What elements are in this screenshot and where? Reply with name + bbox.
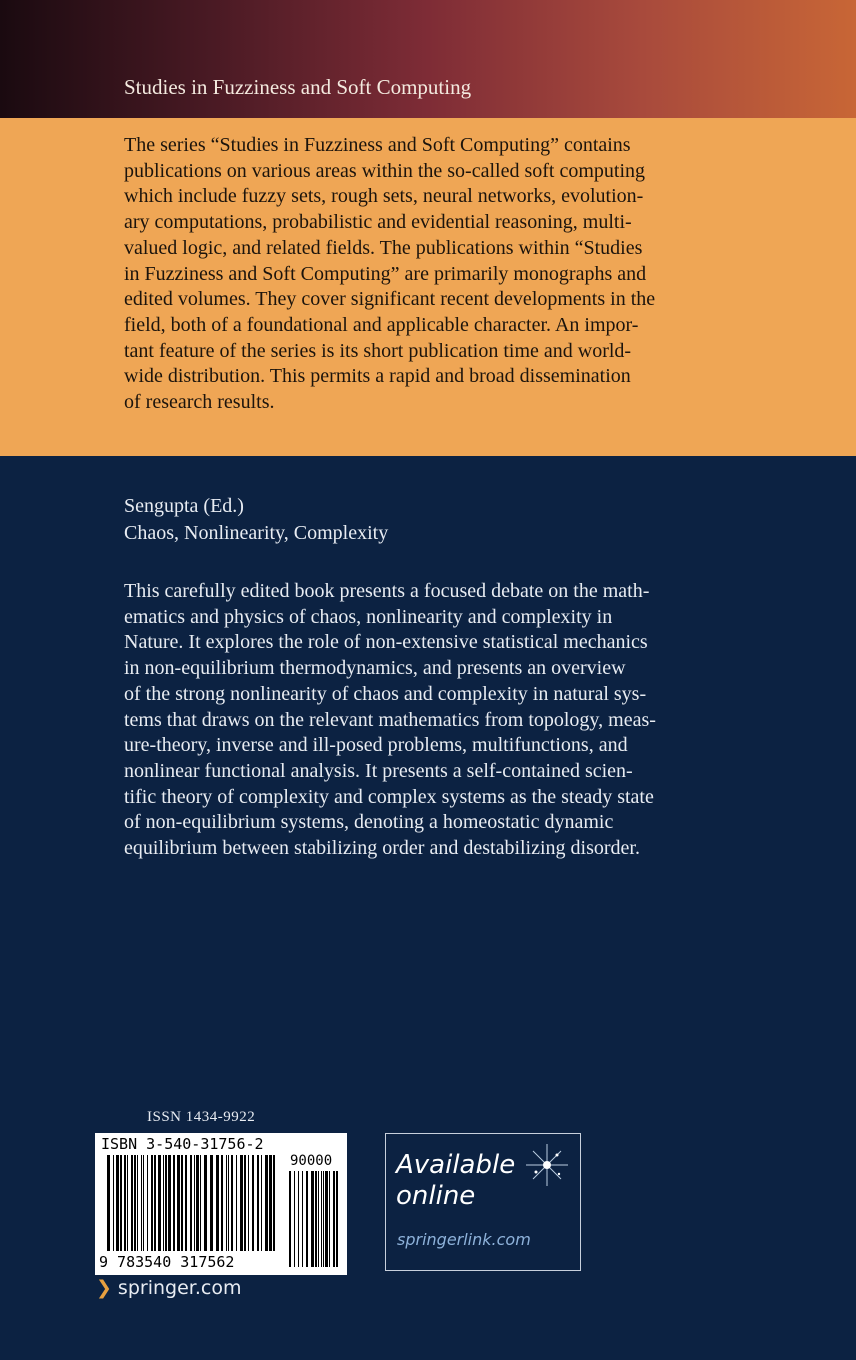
barcode-bar	[321, 1171, 322, 1267]
barcode-bar	[289, 1171, 291, 1267]
barcode-bar	[298, 1171, 299, 1267]
barcode-bar	[200, 1155, 201, 1251]
book-description-line: Nature. It explores the role of non-extensive statistical mechanics	[124, 631, 648, 654]
barcode-bar	[221, 1155, 223, 1251]
available-line1: Available	[396, 1150, 516, 1180]
barcode-bar	[204, 1155, 207, 1251]
barcode-addon-text: 90000	[290, 1153, 333, 1169]
series-description-line: in Fuzziness and Soft Computing” are primarily monographs and	[124, 262, 647, 285]
book-description-line: of the strong nonlinearity of chaos and complexity in natural sys-	[124, 682, 647, 705]
barcode-bar	[323, 1171, 324, 1267]
available-online-text	[396, 1150, 515, 1212]
barcode-bar	[302, 1171, 303, 1267]
book-description-line: nonlinear functional analysis. It presents a self-contained scien-	[124, 759, 633, 782]
barcode-bar	[226, 1155, 227, 1251]
barcode-bar	[231, 1155, 233, 1251]
series-description-line: wide distribution. This permits a rapid and broad dissemination	[124, 365, 631, 388]
springerlink-url: springerlink.com	[397, 1230, 531, 1249]
barcode-bar	[147, 1155, 148, 1251]
series-description-line: valued logic, and related fields. The publications within “Studies	[124, 236, 643, 259]
barcode-bar	[168, 1155, 171, 1251]
book-title: Chaos, Nonlinearity, Complexity	[124, 522, 389, 544]
isbn-barcode	[95, 1133, 347, 1275]
barcode-bar	[151, 1155, 153, 1251]
barcode-bar	[113, 1155, 114, 1251]
isbn-text: ISBN 3-540-31756-2	[101, 1135, 264, 1153]
barcode-bar	[131, 1155, 133, 1251]
series-title: Studies in Fuzziness and Soft Computing	[124, 75, 472, 99]
series-description-line: field, both of a foundational and applicable character. An impor-	[124, 313, 639, 336]
barcode-bar	[306, 1171, 308, 1267]
barcode-bar	[228, 1155, 229, 1251]
series-description-line: The series “Studies in Fuzziness and Soft Computing” contains	[124, 134, 631, 156]
book-author: Sengupta (Ed.)	[124, 495, 244, 517]
barcode-bar	[294, 1171, 295, 1267]
barcode-bar	[107, 1155, 110, 1251]
series-header-band	[0, 0, 856, 118]
barcode-bar	[329, 1171, 330, 1267]
barcode-bar	[163, 1155, 164, 1251]
available-online-badge[interactable]	[385, 1133, 581, 1271]
springer-link-text: springer.com	[117, 1277, 242, 1299]
barcode-bar	[134, 1155, 136, 1251]
series-description-line: of research results.	[124, 391, 275, 414]
barcode-bar	[141, 1155, 142, 1251]
springer-link[interactable]	[96, 1277, 241, 1299]
barcode-bar	[325, 1171, 328, 1267]
barcode-bar	[127, 1155, 128, 1251]
barcode-bar	[257, 1155, 259, 1251]
book-description-line: ematics and physics of chaos, nonlinearity and complexity in	[124, 605, 613, 628]
book-description-line: of non-equilibrium systems, denoting a homeostatic dynamic	[124, 811, 614, 834]
barcode-bar	[120, 1155, 122, 1251]
barcode-bar	[173, 1155, 175, 1251]
barcode-bar	[143, 1155, 144, 1251]
book-description-line: tific theory of complexity and complex systems as the steady state	[124, 785, 654, 808]
series-description-line: tant feature of the series is its short publication time and world-	[124, 339, 632, 362]
book-description-line: This carefully edited book presents a focused debate on the math-	[124, 580, 650, 602]
barcode-bar	[196, 1155, 199, 1251]
series-description-line: ary computations, probabilistic and evidential reasoning, multi-	[124, 211, 632, 234]
barcode-bar	[311, 1171, 314, 1267]
barcode-bar	[216, 1155, 219, 1251]
book-description-line: equilibrium between stabilizing order and destabilizing disorder.	[124, 837, 640, 860]
book-description-line: tems that draws on the relevant mathematics from topology, meas-	[124, 708, 656, 731]
barcode-bar	[181, 1155, 183, 1251]
barcode-bar	[210, 1155, 213, 1251]
barcode-bar	[240, 1155, 243, 1251]
barcode-bar	[244, 1155, 246, 1251]
series-description	[124, 133, 724, 416]
barcode-bar	[248, 1155, 249, 1251]
book-description-line: ure-theory, inverse and ill-posed problems, multifunctions, and	[124, 734, 628, 757]
barcode-bar	[185, 1155, 187, 1251]
barcode-bar	[273, 1155, 275, 1251]
barcode-bar	[124, 1155, 126, 1251]
sparkle-icon	[524, 1142, 570, 1188]
book-description-line: in non-equilibrium thermodynamics, and presents an overview	[124, 657, 626, 680]
barcode-bar	[336, 1171, 338, 1267]
series-description-line: which include fuzzy sets, rough sets, neural networks, evolution-	[124, 185, 644, 208]
series-description-line: publications on various areas within the so-called soft computing	[124, 159, 645, 182]
barcode-bar	[190, 1155, 192, 1251]
barcode-bar	[177, 1155, 180, 1251]
barcode-bar	[137, 1155, 138, 1251]
barcode-bar	[315, 1171, 317, 1267]
chevron-right-icon: ❯	[96, 1277, 112, 1299]
barcode-bar	[194, 1155, 195, 1251]
series-description-line: edited volumes. They cover significant recent developments in the	[124, 288, 656, 311]
barcode-bar	[236, 1155, 237, 1251]
book-description	[124, 579, 724, 862]
barcode-bar	[318, 1171, 319, 1267]
barcode-bar	[116, 1155, 119, 1251]
barcode-bar	[154, 1155, 156, 1251]
barcode-bar	[252, 1155, 254, 1251]
barcode-digits: 9 783540 317562	[99, 1253, 235, 1271]
barcode-bar	[265, 1155, 268, 1251]
barcode-bar	[158, 1155, 161, 1251]
available-line2: online	[396, 1181, 476, 1211]
barcode-bar	[333, 1171, 335, 1267]
barcode-bar	[261, 1155, 262, 1251]
barcode-bar	[269, 1155, 272, 1251]
issn-label: ISSN 1434-9922	[147, 1109, 256, 1125]
barcode-bar	[165, 1155, 167, 1251]
